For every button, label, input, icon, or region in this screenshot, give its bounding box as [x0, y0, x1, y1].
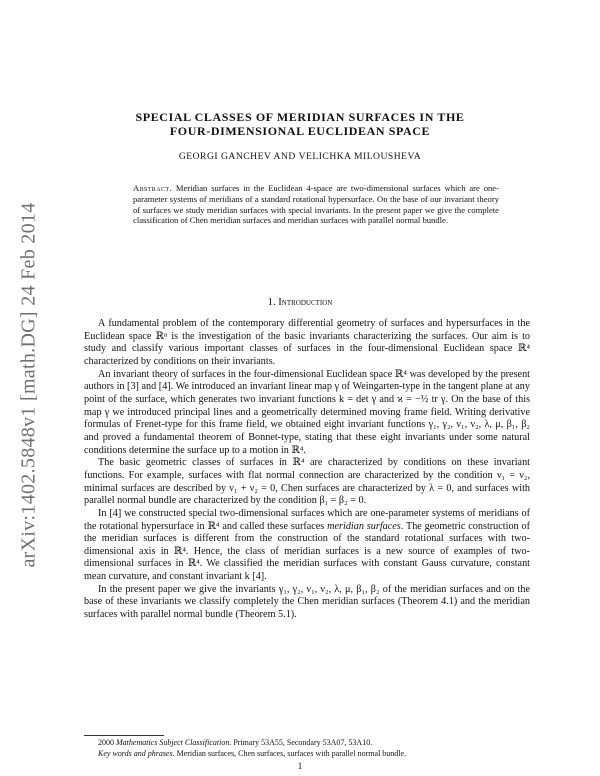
- body-text: [84, 318, 530, 622]
- footnote-rule: [84, 735, 164, 736]
- paragraph-4: [84, 508, 530, 584]
- abstract: [133, 183, 499, 226]
- footnotes: [84, 738, 530, 759]
- arxiv-side-label: [12, 175, 46, 595]
- paragraph-3: The basic geometric classes of surfaces in ℝ⁴ are characterized by conditions on these invariant functions. For example, surfaces with flat normal connection are characterized by the condition ν₁ = ν₂, minimal surfaces are described by ν₁ + ν₂ = 0, Chen surfaces are characterized by λ = 0, and surfaces with parallel normal bundle are characterized by the condition β₁ = β₂ = 0.: [84, 457, 530, 507]
- arxiv-identifier: arXiv:1402.5848v1 [math.DG] 24 Feb 2014: [17, 202, 40, 568]
- paragraph-4-start: In [4] we constructed special two-dimensional surfaces which are one-parameter systems of meridians of the rotational hypersurface in ℝ⁴ and called these surfaces: [84, 507, 530, 532]
- section-heading: [70, 297, 530, 308]
- paragraph-4-end: . The geometric construction of the meridian surfaces is different from the construction of the standard rotational surfaces with two-dimensional axis in ℝ⁴. Hence, the class of meridian surfaces is a new source of examples of two-dimensional surfaces in ℝ⁴. We classified the meridian surfaces with constant Gauss curvature, constant mean curvature, and constant invariant k [4].: [84, 520, 530, 583]
- authors: GEORGI GANCHEV AND VELICHKA MILOUSHEVA: [178, 151, 422, 162]
- footnote-msc: [84, 738, 530, 749]
- footnote-msc-year: 2000: [98, 738, 116, 747]
- title-line-1: SPECIAL CLASSES OF MERIDIAN SURFACES IN THE: [135, 110, 465, 124]
- abstract-text: Meridian surfaces in the Euclidean 4-space are two-dimensional surfaces which are one-parameter systems of meridians of a standard rotational hypersurface. On the base of our invariant theory of surfaces we study meridian surfaces with special invariants. In the present paper we give the complete classification of Chen meridian surfaces and meridian surfaces with parallel normal bundle.: [133, 183, 499, 226]
- footnote-msc-label: Mathematics Subject Classification.: [116, 738, 232, 747]
- footnote-keywords-text: Meridian surfaces, Chen surfaces, surfaces with parallel normal bundle.: [174, 748, 407, 758]
- paragraph-4-emphasis: meridian surfaces: [327, 520, 401, 532]
- footnote-msc-text: Primary 53A55, Secondary 53A07, 53A10.: [231, 738, 373, 747]
- paper-title: [70, 110, 530, 138]
- footnote-keywords: [84, 749, 530, 760]
- abstract-label: Abstract.: [133, 183, 172, 193]
- title-line-2: FOUR-DIMENSIONAL EUCLIDEAN SPACE: [169, 124, 431, 138]
- section-number: 1.: [267, 297, 276, 308]
- footnote-keywords-label: Key words and phrases.: [98, 748, 175, 758]
- paragraph-1: A fundamental problem of the contemporary differential geometry of surfaces and hypersurfaces in the Euclidean space ℝⁿ is the investigation of the basic invariants characterizing the surfaces. Our aim is to study and classify various important classes of surfaces in the four-dimensional Euclidean space ℝ⁴ characterized by conditions on their invariants.: [84, 318, 530, 367]
- page-number: 1: [297, 761, 303, 771]
- section-title: Introduction: [278, 297, 333, 308]
- paragraph-2: An invariant theory of surfaces in the four-dimensional Euclidean space ℝ⁴ was developed by the present authors in [3] and [4]. We introduced an invariant linear map γ of Weingarten-type in the tangent plane at any point of the surface, which generates two invariant functions k = det γ and ϰ = −½ tr γ. On the base of this map γ we introduced principal lines and a geometrically determined moving frame field. Writing derivative formulas of Frenet-type for this frame field, we obtained eight invariant functions γ₁, γ₂, ν₁, ν₂, λ, μ, β₁, β₂ and proved a fundamental theorem of Bonnet-type, stating that these eight invariants under some natural conditions determine the surface up to a motion in ℝ⁴.: [84, 368, 530, 456]
- paragraph-5: In the present paper we give the invariants γ₁, γ₂, ν₁, ν₂, λ, μ, β₁, β₂ of the meridian surfaces and on the base of these invariants we classify completely the Chen meridian surfaces (Theorem 4.1) and the meridian surfaces with parallel normal bundle (Theorem 5.1).: [84, 583, 530, 621]
